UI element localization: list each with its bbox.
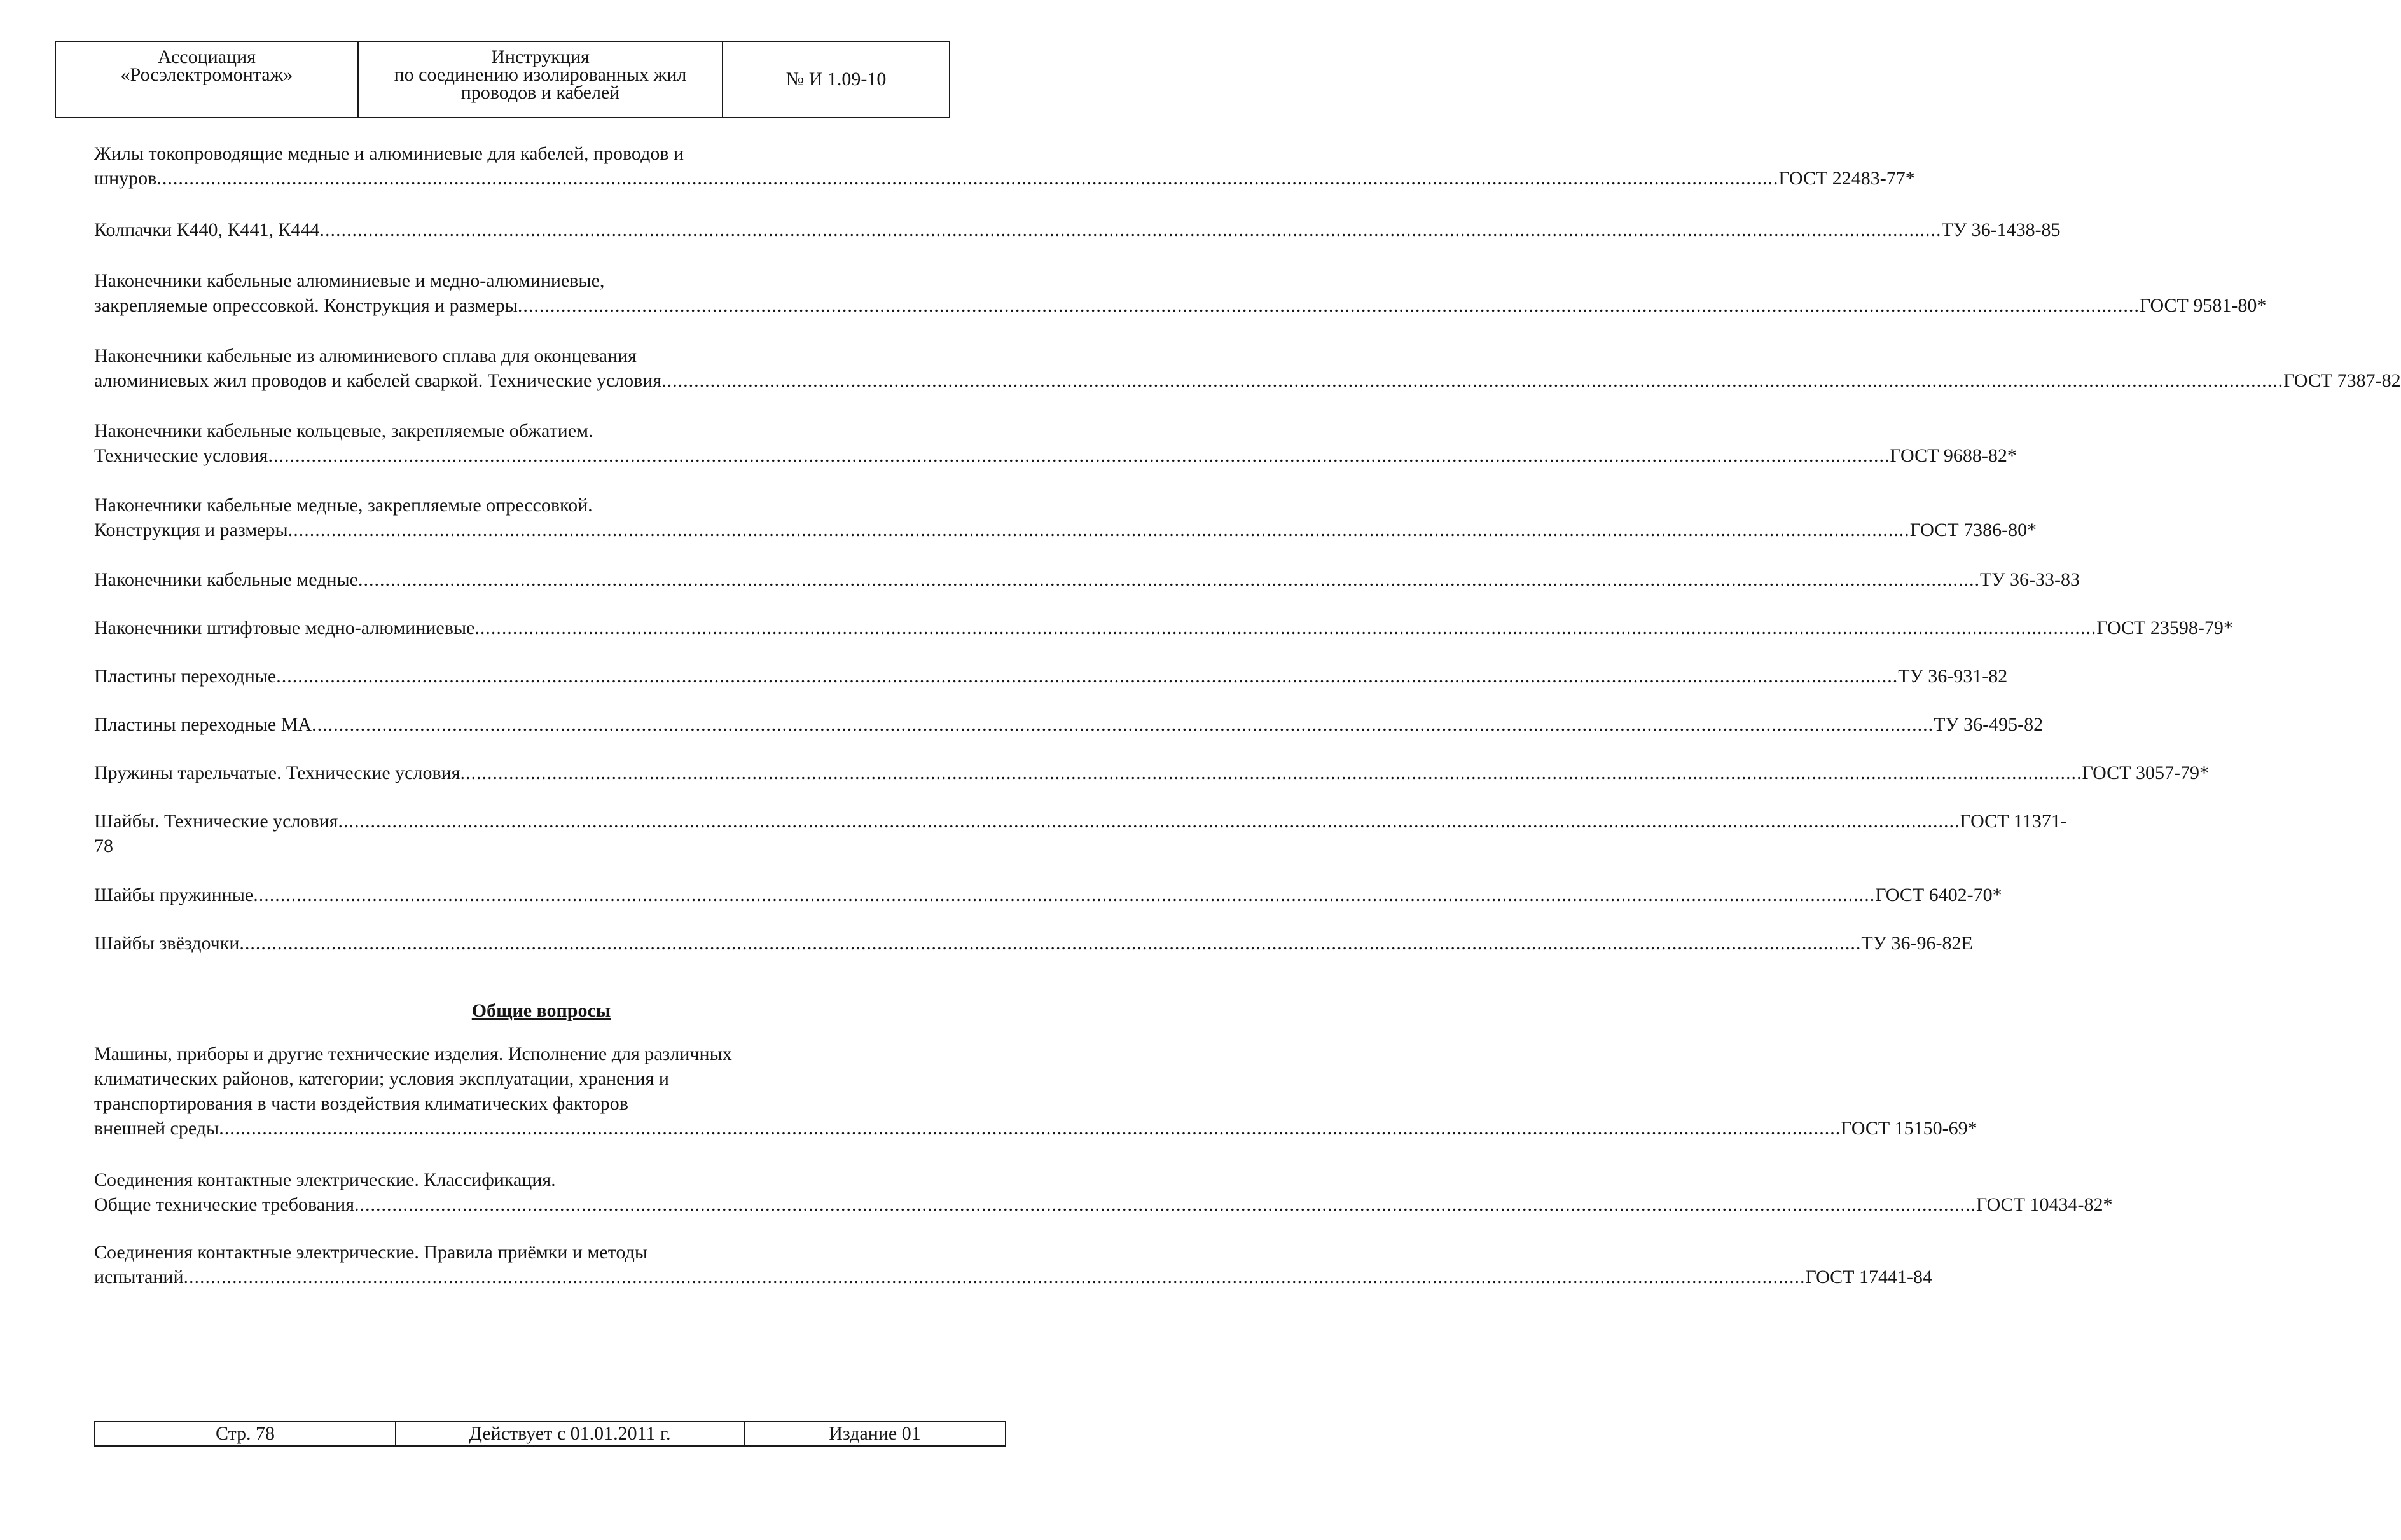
entry-leader-line xyxy=(94,809,2067,834)
dot-leader: ............................................................................................................................................................................................................................................................................................................ xyxy=(312,714,1934,735)
entry-text-line: транспортирования в части воздействия климатических факторов xyxy=(94,1093,628,1114)
standard-reference: ТУ 36-1438-85 xyxy=(1941,219,2061,240)
entry-leader-line xyxy=(94,1116,1977,1141)
dot-leader: ............................................................................................................................................................................................................................................................................................................ xyxy=(354,1194,1976,1215)
entry-title: Пластины переходные xyxy=(94,666,277,687)
dot-leader: ............................................................................................................................................................................................................................................................................................................ xyxy=(357,569,1980,590)
reference-entry xyxy=(94,664,2008,689)
entry-title: Пружины тарельчатые. Технические условия xyxy=(94,762,460,783)
entry-text-line: Жилы токопроводящие медные и алюминиевые для кабелей, проводов и xyxy=(94,143,684,164)
effective-date: Действует с 01.01.2011 г. xyxy=(469,1423,671,1444)
entry-leader-line xyxy=(94,368,2401,393)
doc-title-line-2: по соединению изолированных жил xyxy=(394,64,687,85)
document-footer-table xyxy=(94,1421,1006,1447)
reference-entry xyxy=(94,141,1915,191)
reference-entry xyxy=(94,217,2061,242)
dot-leader: ............................................................................................................................................................................................................................................................................................................ xyxy=(287,519,1910,540)
standard-reference: ГОСТ 17441-84 xyxy=(1805,1267,1932,1288)
reference-entry xyxy=(94,809,2067,858)
entry-leader-line xyxy=(94,443,2017,468)
entry-title: Наконечники штифтовые медно-алюминиевые xyxy=(94,617,475,638)
footer-page-cell xyxy=(95,1422,396,1445)
standard-reference: ТУ 36-96-82Е xyxy=(1861,933,1973,954)
entry-title: Шайбы. Технические условия xyxy=(94,811,338,832)
entry-title: Пластины переходные МА xyxy=(94,714,312,735)
entry-text-line: климатических районов, категории; условия эксплуатации, хранения и xyxy=(94,1068,669,1089)
reference-entry xyxy=(94,418,2017,468)
entry-text-line: Машины, приборы и другие технические изделия. Исполнение для различных xyxy=(94,1043,732,1064)
entry-text-line: Наконечники кабельные алюминиевые и медно-алюминиевые, xyxy=(94,270,605,291)
entry-title: закрепляемые опрессовкой. Конструкция и размеры xyxy=(94,295,518,316)
entry-leader-line xyxy=(94,567,2080,592)
edition: Издание 01 xyxy=(829,1423,921,1444)
footer-effective-date-cell xyxy=(396,1422,745,1445)
dot-leader: ............................................................................................................................................................................................................................................................................................................ xyxy=(253,884,1876,905)
reference-entry xyxy=(94,931,1973,956)
org-name-line-2: «Росэлектромонтаж» xyxy=(120,64,293,85)
reference-entry xyxy=(94,1240,1932,1289)
entry-title: шнуров xyxy=(94,168,157,189)
document-header-table xyxy=(55,41,950,118)
reference-entry xyxy=(94,343,2401,393)
entry-title: Шайбы пружинные xyxy=(94,884,254,905)
entry-title: Технические условия xyxy=(94,445,268,466)
entry-leader-line xyxy=(94,664,2008,689)
entry-leader-line xyxy=(94,712,2044,737)
standard-reference: ГОСТ 7386-80* xyxy=(1909,519,2037,540)
dot-leader: ............................................................................................................................................................................................................................................................................................................ xyxy=(268,445,1890,466)
entry-text-line: Наконечники кабельные медные, закрепляемые опрессовкой. xyxy=(94,495,593,516)
doc-number: № И 1.09-10 xyxy=(785,69,887,90)
reference-entry xyxy=(94,1167,2113,1217)
dot-leader: ............................................................................................................................................................................................................................................................................................................ xyxy=(474,617,2097,638)
reference-entry xyxy=(94,615,2233,640)
entry-text-line: Наконечники кабельные из алюминиевого сплава для оконцевания xyxy=(94,345,637,366)
dot-leader: ............................................................................................................................................................................................................................................................................................................ xyxy=(183,1267,1806,1288)
entry-title: Шайбы звёздочки xyxy=(94,933,240,954)
standard-reference: ГОСТ 23598-79* xyxy=(2096,617,2233,638)
footer-edition-cell xyxy=(745,1422,1005,1445)
entry-title: Общие технические требования xyxy=(94,1194,354,1215)
entry-leader-line xyxy=(94,931,1973,956)
reference-entry xyxy=(94,883,2002,907)
standard-reference: ГОСТ 7387-82 xyxy=(2283,370,2401,391)
entry-leader-line xyxy=(94,293,2267,318)
standard-reference: ГОСТ 3057-79* xyxy=(2082,762,2209,783)
dot-leader: ............................................................................................................................................................................................................................................................................................................ xyxy=(661,370,2284,391)
dot-leader: ............................................................................................................................................................................................................................................................................................................ xyxy=(338,811,1960,832)
dot-leader: ............................................................................................................................................................................................................................................................................................................ xyxy=(319,219,1942,240)
doc-title-line-3: проводов и кабелей xyxy=(460,82,620,103)
standard-reference: ТУ 36-931-82 xyxy=(1898,666,2008,687)
reference-entry xyxy=(94,712,2044,737)
entry-leader-line xyxy=(94,217,2061,242)
reference-entry xyxy=(94,760,2209,785)
entry-title: испытаний xyxy=(94,1267,184,1288)
entry-leader-line xyxy=(94,166,1915,191)
dot-leader: ............................................................................................................................................................................................................................................................................................................ xyxy=(156,168,1779,189)
reference-entry xyxy=(94,493,2037,542)
entry-leader-line xyxy=(94,760,2209,785)
entry-leader-line xyxy=(94,518,2037,542)
standard-reference: ГОСТ 11371- xyxy=(1960,811,2067,832)
standard-reference: ГОСТ 9581-80* xyxy=(2139,295,2267,316)
reference-entry xyxy=(94,567,2080,592)
entry-title: Наконечники кабельные медные xyxy=(94,569,358,590)
org-name-line-1: Ассоциация xyxy=(158,46,256,67)
standard-reference: ГОСТ 22483-77* xyxy=(1778,168,1915,189)
dot-leader: ............................................................................................................................................................................................................................................................................................................ xyxy=(276,666,1899,687)
header-document-title-cell xyxy=(359,42,723,117)
standard-reference: ГОСТ 9688-82* xyxy=(1890,445,2017,466)
entry-title: Конструкция и размеры xyxy=(94,519,288,540)
entry-title: алюминиевых жил проводов и кабелей сваркой. Технические условия xyxy=(94,370,662,391)
entry-text-line: Соединения контактные электрические. Правила приёмки и методы xyxy=(94,1242,647,1263)
dot-leader: ............................................................................................................................................................................................................................................................................................................ xyxy=(219,1118,1841,1139)
page-number: Стр. 78 xyxy=(215,1423,275,1444)
standard-reference-continuation: 78 xyxy=(94,835,113,856)
entry-text-line: Наконечники кабельные кольцевые, закрепляемые обжатием. xyxy=(94,420,593,441)
doc-title-line-1: Инструкция xyxy=(491,46,590,67)
dot-leader: ............................................................................................................................................................................................................................................................................................................ xyxy=(239,933,1862,954)
entry-title: Колпачки К440, К441, К444 xyxy=(94,219,320,240)
standard-reference: ТУ 36-495-82 xyxy=(1934,714,2044,735)
standard-reference: ГОСТ 15150-69* xyxy=(1841,1118,1977,1139)
header-organization-cell xyxy=(56,42,359,117)
standard-reference: ТУ 36-33-83 xyxy=(1979,569,2080,590)
standard-reference: ГОСТ 10434-82* xyxy=(1976,1194,2113,1215)
standard-reference: ГОСТ 6402-70* xyxy=(1875,884,2002,905)
reference-entry xyxy=(94,268,2267,318)
entry-title: внешней среды xyxy=(94,1118,219,1139)
reference-entry xyxy=(94,1042,1977,1141)
dot-leader: ............................................................................................................................................................................................................................................................................................................ xyxy=(460,762,2082,783)
entry-leader-line xyxy=(94,615,2233,640)
entry-leader-line xyxy=(94,1192,2113,1217)
entry-leader-line xyxy=(94,1265,1932,1289)
section-title: Общие вопросы xyxy=(471,1000,611,1021)
header-document-number-cell xyxy=(723,42,949,117)
dot-leader: ............................................................................................................................................................................................................................................................................................................ xyxy=(517,295,2140,316)
entry-leader-line xyxy=(94,883,2002,907)
entry-text-line: Соединения контактные электрические. Классификация. xyxy=(94,1169,556,1190)
